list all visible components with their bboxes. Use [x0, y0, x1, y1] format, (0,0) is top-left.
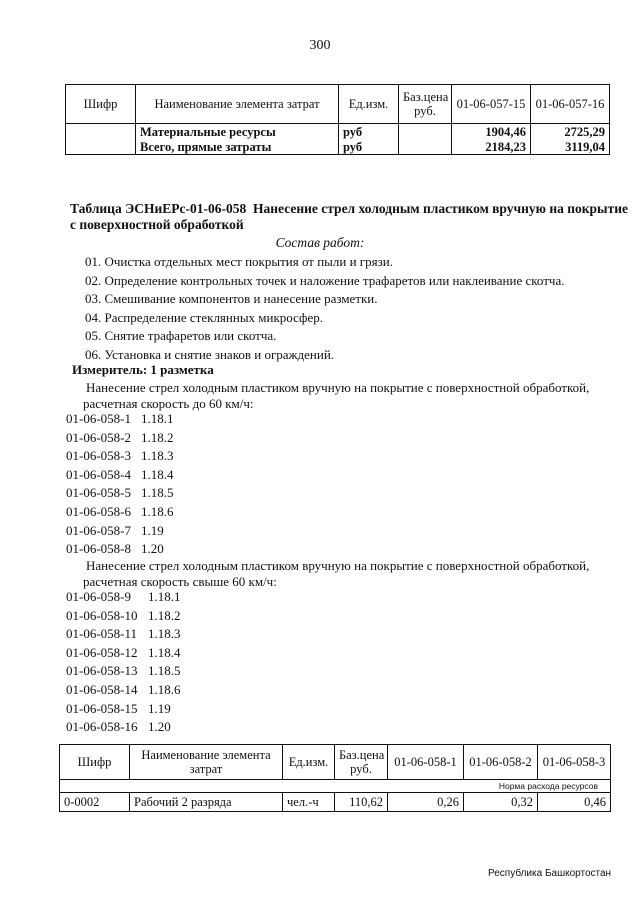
item-code: 01-06-058-10: [66, 607, 138, 623]
item-code: 01-06-058-2: [66, 429, 131, 445]
description-line: Нанесение стрел холодным пластиком вручную на покрытие с поверхностной обработкой,: [86, 380, 590, 395]
list-item: 06. Установка и снятие знаков и ограждений.: [85, 346, 335, 362]
group-1-codes: [66, 410, 174, 559]
table-row: [66, 124, 610, 140]
table-header-row: [66, 85, 610, 124]
list-item: [66, 503, 174, 522]
group-2-description: [83, 558, 626, 590]
header-code: Шифр: [60, 745, 130, 780]
item-code: 01-06-058-16: [66, 719, 138, 735]
item-code: 01-06-058-13: [66, 663, 138, 679]
cell-value-1: 1904,46: [452, 124, 531, 140]
item-ref: 1.18.1: [148, 589, 181, 604]
list-item: 03. Смешивание компонентов и нанесение разметки.: [85, 291, 378, 306]
works-list: [85, 253, 564, 364]
description-line: расчетная скорость до 60 км/ч:: [83, 396, 254, 411]
description-line: расчетная скорость свыше 60 км/ч:: [83, 574, 277, 589]
cell-code: [66, 139, 136, 155]
list-item: [66, 484, 174, 503]
item-code: 01-06-058-14: [66, 681, 138, 697]
cell-unit: руб: [339, 139, 399, 155]
item-code: 01-06-058-12: [66, 644, 138, 660]
item-ref: 1.18.2: [148, 607, 181, 623]
header-price: Баз.цена руб.: [399, 85, 452, 124]
list-item: [66, 718, 181, 737]
list-item: [66, 681, 181, 700]
norm-label: Норма расхода ресурсов: [60, 780, 611, 793]
cell-value-1: 2184,23: [452, 139, 531, 155]
table-row: [66, 139, 610, 155]
cell-price: 110,62: [335, 793, 388, 812]
cell-value-1: 0,26: [388, 793, 464, 812]
list-item: [66, 410, 174, 429]
cell-value-2: 3119,04: [531, 139, 610, 155]
cell-name: Материальные ресурсы: [136, 124, 339, 140]
item-code: 01-06-058-9: [66, 589, 131, 604]
list-item: 01. Очистка отдельных мест покрытия от пыли и грязи.: [85, 254, 393, 269]
table-title: [70, 201, 630, 233]
item-ref: 1.19: [141, 522, 164, 538]
list-item: [66, 662, 181, 681]
list-item: [66, 540, 174, 559]
item-ref: 1.18.3: [148, 626, 181, 642]
list-item: [66, 522, 174, 541]
table-header-row: [60, 745, 611, 780]
list-item: [66, 644, 181, 663]
footer-region: Республика Башкортостан: [488, 868, 612, 879]
cell-name: Рабочий 2 разряда: [130, 793, 283, 812]
cell-price: [399, 139, 452, 155]
norm-row: [60, 780, 611, 793]
list-item: [66, 700, 181, 719]
item-ref: 1.18.3: [141, 448, 174, 464]
cell-code: 0-0002: [60, 793, 130, 812]
list-item: [66, 466, 174, 485]
description-line: Нанесение стрел холодным пластиком вручную на покрытие с поверхностной обработкой,: [86, 558, 590, 573]
table-title-code: Таблица ЭСНиЕРс-01-06-058: [70, 201, 247, 216]
item-code: 01-06-058-6: [66, 503, 131, 519]
cell-name: Всего, прямые затраты: [136, 139, 339, 155]
item-code: 01-06-058-7: [66, 522, 131, 538]
table-title-text: Нанесение стрел холодным пластиком вручную на покрытие с поверхностной обработкой: [70, 201, 629, 232]
cell-value-3: 0,46: [538, 793, 611, 812]
header-col-1: 01-06-057-15: [452, 85, 531, 124]
item-ref: 1.20: [148, 719, 171, 735]
list-item: 05. Снятие трафаретов или скотча.: [85, 328, 277, 343]
cell-value-2: 2725,29: [531, 124, 610, 140]
header-col-1: 01-06-058-1: [388, 745, 464, 780]
cell-unit: руб: [339, 124, 399, 140]
header-unit: Ед.изм.: [283, 745, 335, 780]
header-col-2: 01-06-057-16: [531, 85, 610, 124]
item-ref: 1.18.4: [148, 644, 181, 660]
list-item: [66, 588, 181, 607]
resources-table-bottom: [59, 744, 611, 812]
group-1-description: [83, 380, 626, 412]
cell-value-2: 0,32: [464, 793, 538, 812]
group-2-codes: [66, 588, 181, 737]
page-number: 300: [309, 38, 331, 53]
item-ref: 1.18.5: [141, 485, 174, 501]
item-code: 01-06-058-5: [66, 485, 131, 501]
table-row: [60, 793, 611, 812]
item-ref: 1.18.5: [148, 663, 181, 679]
item-code: 01-06-058-11: [66, 626, 138, 642]
works-title: Состав работ:: [275, 235, 365, 250]
list-item: [66, 625, 181, 644]
list-item: [66, 429, 174, 448]
header-price: Баз.цена руб.: [335, 745, 388, 780]
list-item: 04. Распределение стеклянных микросфер.: [85, 309, 323, 325]
item-ref: 1.19: [148, 700, 171, 716]
resources-table-top: [65, 84, 610, 155]
list-item: 02. Определение контрольных точек и наложение трафаретов или наклеивание скотча.: [85, 272, 565, 288]
item-ref: 1.18.6: [141, 503, 174, 519]
header-name: Наименование элемента затрат: [130, 745, 283, 780]
cell-code: [66, 124, 136, 140]
item-ref: 1.20: [141, 541, 164, 557]
item-ref: 1.18.6: [148, 681, 181, 697]
item-code: 01-06-058-1: [66, 411, 131, 426]
item-ref: 1.18.1: [141, 411, 174, 426]
header-col-3: 01-06-058-3: [538, 745, 611, 780]
item-ref: 1.18.2: [141, 429, 174, 445]
item-code: 01-06-058-15: [66, 700, 138, 716]
item-code: 01-06-058-4: [66, 466, 131, 482]
header-col-2: 01-06-058-2: [464, 745, 538, 780]
cell-unit: чел.-ч: [283, 793, 335, 812]
item-code: 01-06-058-8: [66, 541, 131, 557]
item-code: 01-06-058-3: [66, 448, 131, 464]
header-unit: Ед.изм.: [339, 85, 399, 124]
list-item: [66, 447, 174, 466]
header-name: Наименование элемента затрат: [136, 85, 339, 124]
list-item: [66, 607, 181, 626]
cell-price: [399, 124, 452, 140]
meter-label: Измеритель: 1 разметка: [72, 362, 214, 377]
header-code: Шифр: [66, 85, 136, 124]
item-ref: 1.18.4: [141, 466, 174, 482]
